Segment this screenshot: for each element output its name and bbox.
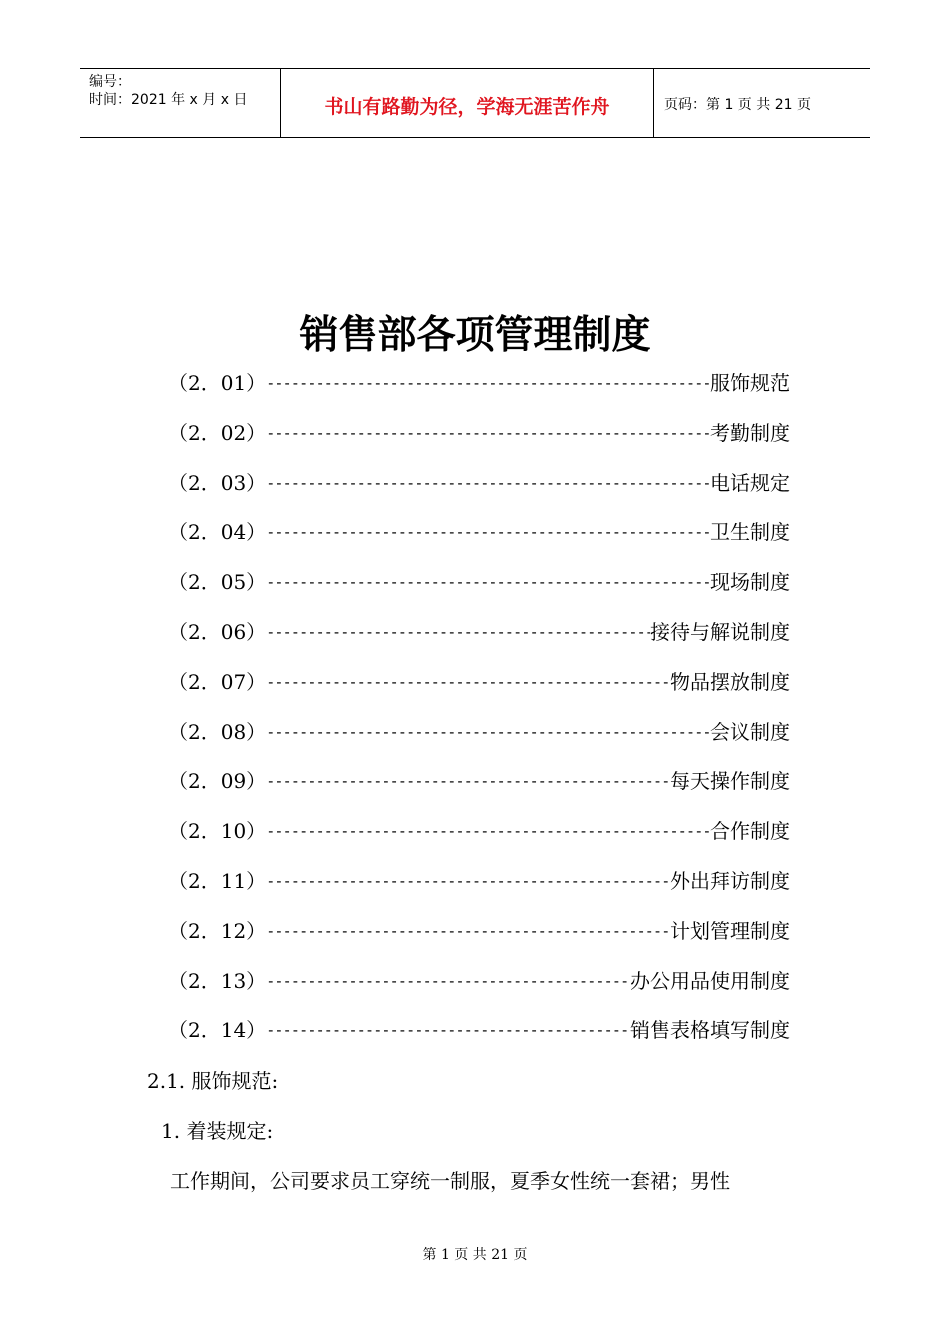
toc-item-name: 计划管理制度	[670, 918, 790, 943]
body-paragraph: 工作期间，公司要求员工穿统一制服，夏季女性统一套裙；男性	[170, 1169, 730, 1193]
time-label: 时间：2021 年 x 月 x 日	[89, 92, 248, 108]
toc-item-name: 每天操作制度	[670, 769, 790, 794]
toc-item-name: 现场制度	[710, 570, 790, 595]
toc-leader	[266, 1015, 630, 1065]
toc-item-number: （2．05）	[168, 570, 267, 595]
toc-item-name: 卫生制度	[710, 520, 790, 545]
toc-leader	[266, 567, 710, 617]
toc-item-number: （2．11）	[168, 868, 267, 893]
toc-item	[168, 418, 790, 468]
toc-item-name: 销售表格填写制度	[630, 1018, 790, 1043]
header-page-info: 页码：第 1 页 共 21 页	[664, 97, 811, 113]
toc-item	[168, 468, 790, 518]
toc-item-number: （2．06）	[168, 619, 267, 644]
toc-item-number: （2．14）	[168, 1018, 267, 1043]
toc-item	[168, 667, 790, 717]
toc-item-name: 合作制度	[710, 819, 790, 844]
toc-item-name: 办公用品使用制度	[630, 968, 790, 993]
toc-item	[168, 617, 790, 667]
toc-item-name: 服饰规范	[710, 371, 790, 395]
toc-leader	[266, 368, 710, 418]
toc-leader	[266, 866, 670, 916]
toc-item	[168, 816, 790, 866]
toc-item-number: （2．02）	[168, 420, 267, 445]
toc-item-name: 会议制度	[710, 719, 790, 744]
toc-item	[168, 1015, 790, 1065]
toc-item	[168, 717, 790, 767]
table-of-contents	[168, 368, 790, 1065]
toc-item-number: （2．04）	[168, 520, 267, 545]
toc-item-number: （2．03）	[168, 470, 267, 495]
toc-leader	[266, 966, 630, 1016]
toc-leader	[266, 717, 710, 767]
toc-item-number: （2．12）	[168, 918, 267, 943]
toc-item-name: 物品摆放制度	[670, 669, 790, 694]
toc-item-name: 电话规定	[710, 470, 790, 495]
toc-leader	[266, 766, 670, 816]
section-heading: 2.1. 服饰规范:	[147, 1069, 279, 1093]
toc-item	[168, 766, 790, 816]
toc-item	[168, 916, 790, 966]
toc-item-name: 外出拜访制度	[670, 868, 790, 893]
toc-item-number: （2．01）	[168, 371, 267, 395]
header-meta	[80, 69, 281, 137]
toc-item-number: （2．13）	[168, 968, 267, 993]
page-header	[80, 68, 870, 138]
toc-item	[168, 966, 790, 1016]
toc-item-number: （2．10）	[168, 819, 267, 844]
toc-leader	[266, 617, 650, 667]
number-label: 编号：	[89, 74, 131, 90]
header-slogan: 书山有路勤为径，学海无涯苦作舟	[281, 69, 654, 137]
toc-item-name: 接待与解说制度	[650, 619, 790, 644]
toc-item-name: 考勤制度	[710, 420, 790, 445]
toc-leader	[266, 418, 710, 468]
toc-item	[168, 517, 790, 567]
subsection-heading: 1. 着装规定:	[161, 1119, 274, 1143]
document-title: 销售部各项管理制度	[299, 313, 651, 358]
toc-leader	[266, 916, 670, 966]
toc-leader	[266, 517, 710, 567]
toc-item	[168, 368, 790, 418]
toc-item-number: （2．09）	[168, 769, 267, 794]
toc-item	[168, 567, 790, 617]
toc-item	[168, 866, 790, 916]
page-footer: 第 1 页 共 21 页	[422, 1247, 528, 1263]
toc-item-number: （2．08）	[168, 719, 267, 744]
toc-leader	[266, 667, 670, 717]
toc-leader	[266, 468, 710, 518]
toc-item-number: （2．07）	[168, 669, 267, 694]
toc-leader	[266, 816, 710, 866]
